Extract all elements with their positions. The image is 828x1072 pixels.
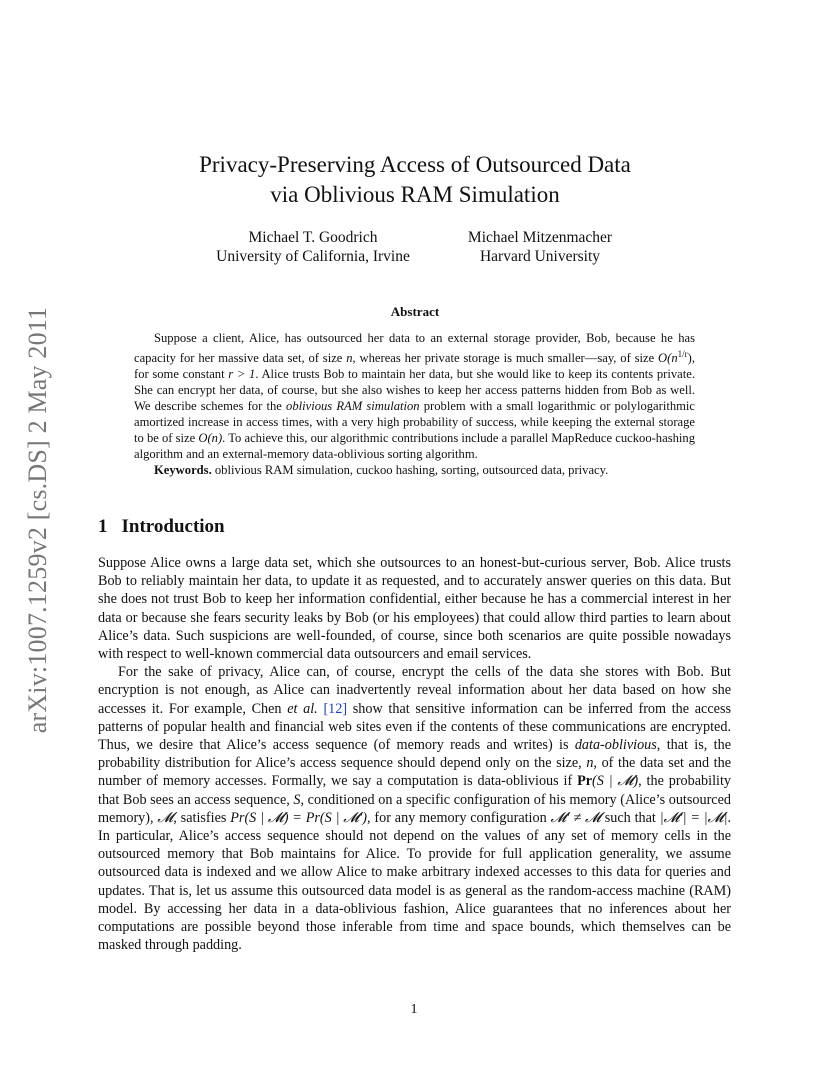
paper-title	[100, 150, 730, 210]
introduction-body	[98, 554, 731, 954]
abstract-body	[134, 330, 695, 478]
page-number: 1	[410, 1002, 418, 1017]
keywords-line	[134, 462, 695, 478]
section-number: 1	[98, 516, 108, 537]
section-heading	[98, 516, 225, 538]
abstract-heading: Abstract	[390, 304, 440, 319]
citation-link[interactable]: [12]	[323, 700, 348, 717]
section-title: Introduction	[121, 516, 225, 537]
keywords-list: oblivious RAM simulation, cuckoo hashing, sorting, outsourced data, privacy.	[211, 463, 609, 478]
author-affiliation: Harvard University	[479, 248, 601, 265]
paper-title-line-2: via Oblivious RAM Simulation	[270, 182, 560, 207]
arxiv-identifier-text: arXiv:1007.1259v2 [cs.DS] 2 May 2011	[23, 306, 52, 734]
author-block-2	[440, 228, 640, 266]
arxiv-identifier-stamp	[14, 295, 62, 745]
body-paragraph-1: Suppose Alice owns a large data set, which she outsources to an honest-but-curious server, Bob. Alice trusts Bob to reliably maintain her data, to update it as requested, and to accurately answer queries on this data. But she does not trust Bob to keep her information confidential, either because he has a commercial interest in her data or because she fears security leaks by Bob (or his employees) that could allow third parties to learn about Alice’s data. Such suspicions are well-founded, of course, since both scenarios are quite possible nowadays with respect to well-known commercial data outsourcers and email services.	[98, 555, 731, 663]
paper-title-line-1: Privacy-Preserving Access of Outsourced Data	[199, 152, 631, 177]
author-name: Michael Mitzenmacher	[467, 229, 613, 246]
body-paragraph-2: For the sake of privacy, Alice can, of course, encrypt the cells of the data she stores with Bob. But encryption is not enough, as Alice can inadvertently reveal information about her data based on how she accesses it. For example, Chen et al. [12] show that sensitive information can be inferred from the access patterns of popular health and financial web sites even if the contents of these communications are encrypted. Thus, we desire that Alice’s access sequence (of memory reads and writes) is data-oblivious, that is, the probability distribution for Alice’s access sequence should depend only on the size, n, of the data set and the number of memory accesses. Formally, we say a computation is data-oblivious if Pr(S | 𝓜), the probability that Bob sees an access sequence, S, conditioned on a specific configuration of his memory (Alice’s outsourced memory), 𝓜, satisfies Pr(S | 𝓜) = Pr(S | 𝓜′), for any memory configuration 𝓜′ ≠ 𝓜 such that |𝓜′| = |𝓜|. In particular, Alice’s access sequence should not depend on the values of any set of memory cells in the outsourced memory that Bob maintains for Alice. To provide for full application generality, we assume outsourced data is indexed and we allow Alice to make arbitrary indexed accesses to this data for queries and updates. That is, let us assume this outsourced data model is as general as the random-access machine (RAM) model. By accessing her data in a data-oblivious fashion, Alice guarantees that no inferences about her computations are possible beyond those inferable from time and space bounds, which themselves can be masked through padding.	[98, 664, 732, 954]
author-name: Michael T. Goodrich	[248, 229, 378, 246]
author-block-1	[200, 228, 426, 266]
author-affiliation: University of California, Irvine	[216, 248, 410, 265]
abstract-paragraph: Suppose a client, Alice, has outsourced her data to an external storage provider, Bob, because he has capacity for her massive data set, of size n, whereas her private storage is much smaller—say, of size $O(n^{1/r})$, for some constant r > 1. Alice trusts Bob to maintain her data, but she would like to keep its contents private. She can encrypt her data, of course, but she also wishes to keep her access patterns hidden from Bob as well. We describe schemes for the oblivious RAM simulation problem with a small logarithmic or polylogarithmic amortized increase in access times, with a very high probability of success, while keeping the external storage to be of size O(n). To achieve this, our algorithmic contributions include a parallel MapReduce cuckoo-hashing algorithm and an external-memory data-oblivious sorting algorithm.	[134, 331, 696, 462]
keywords-label: Keywords.	[154, 463, 212, 478]
